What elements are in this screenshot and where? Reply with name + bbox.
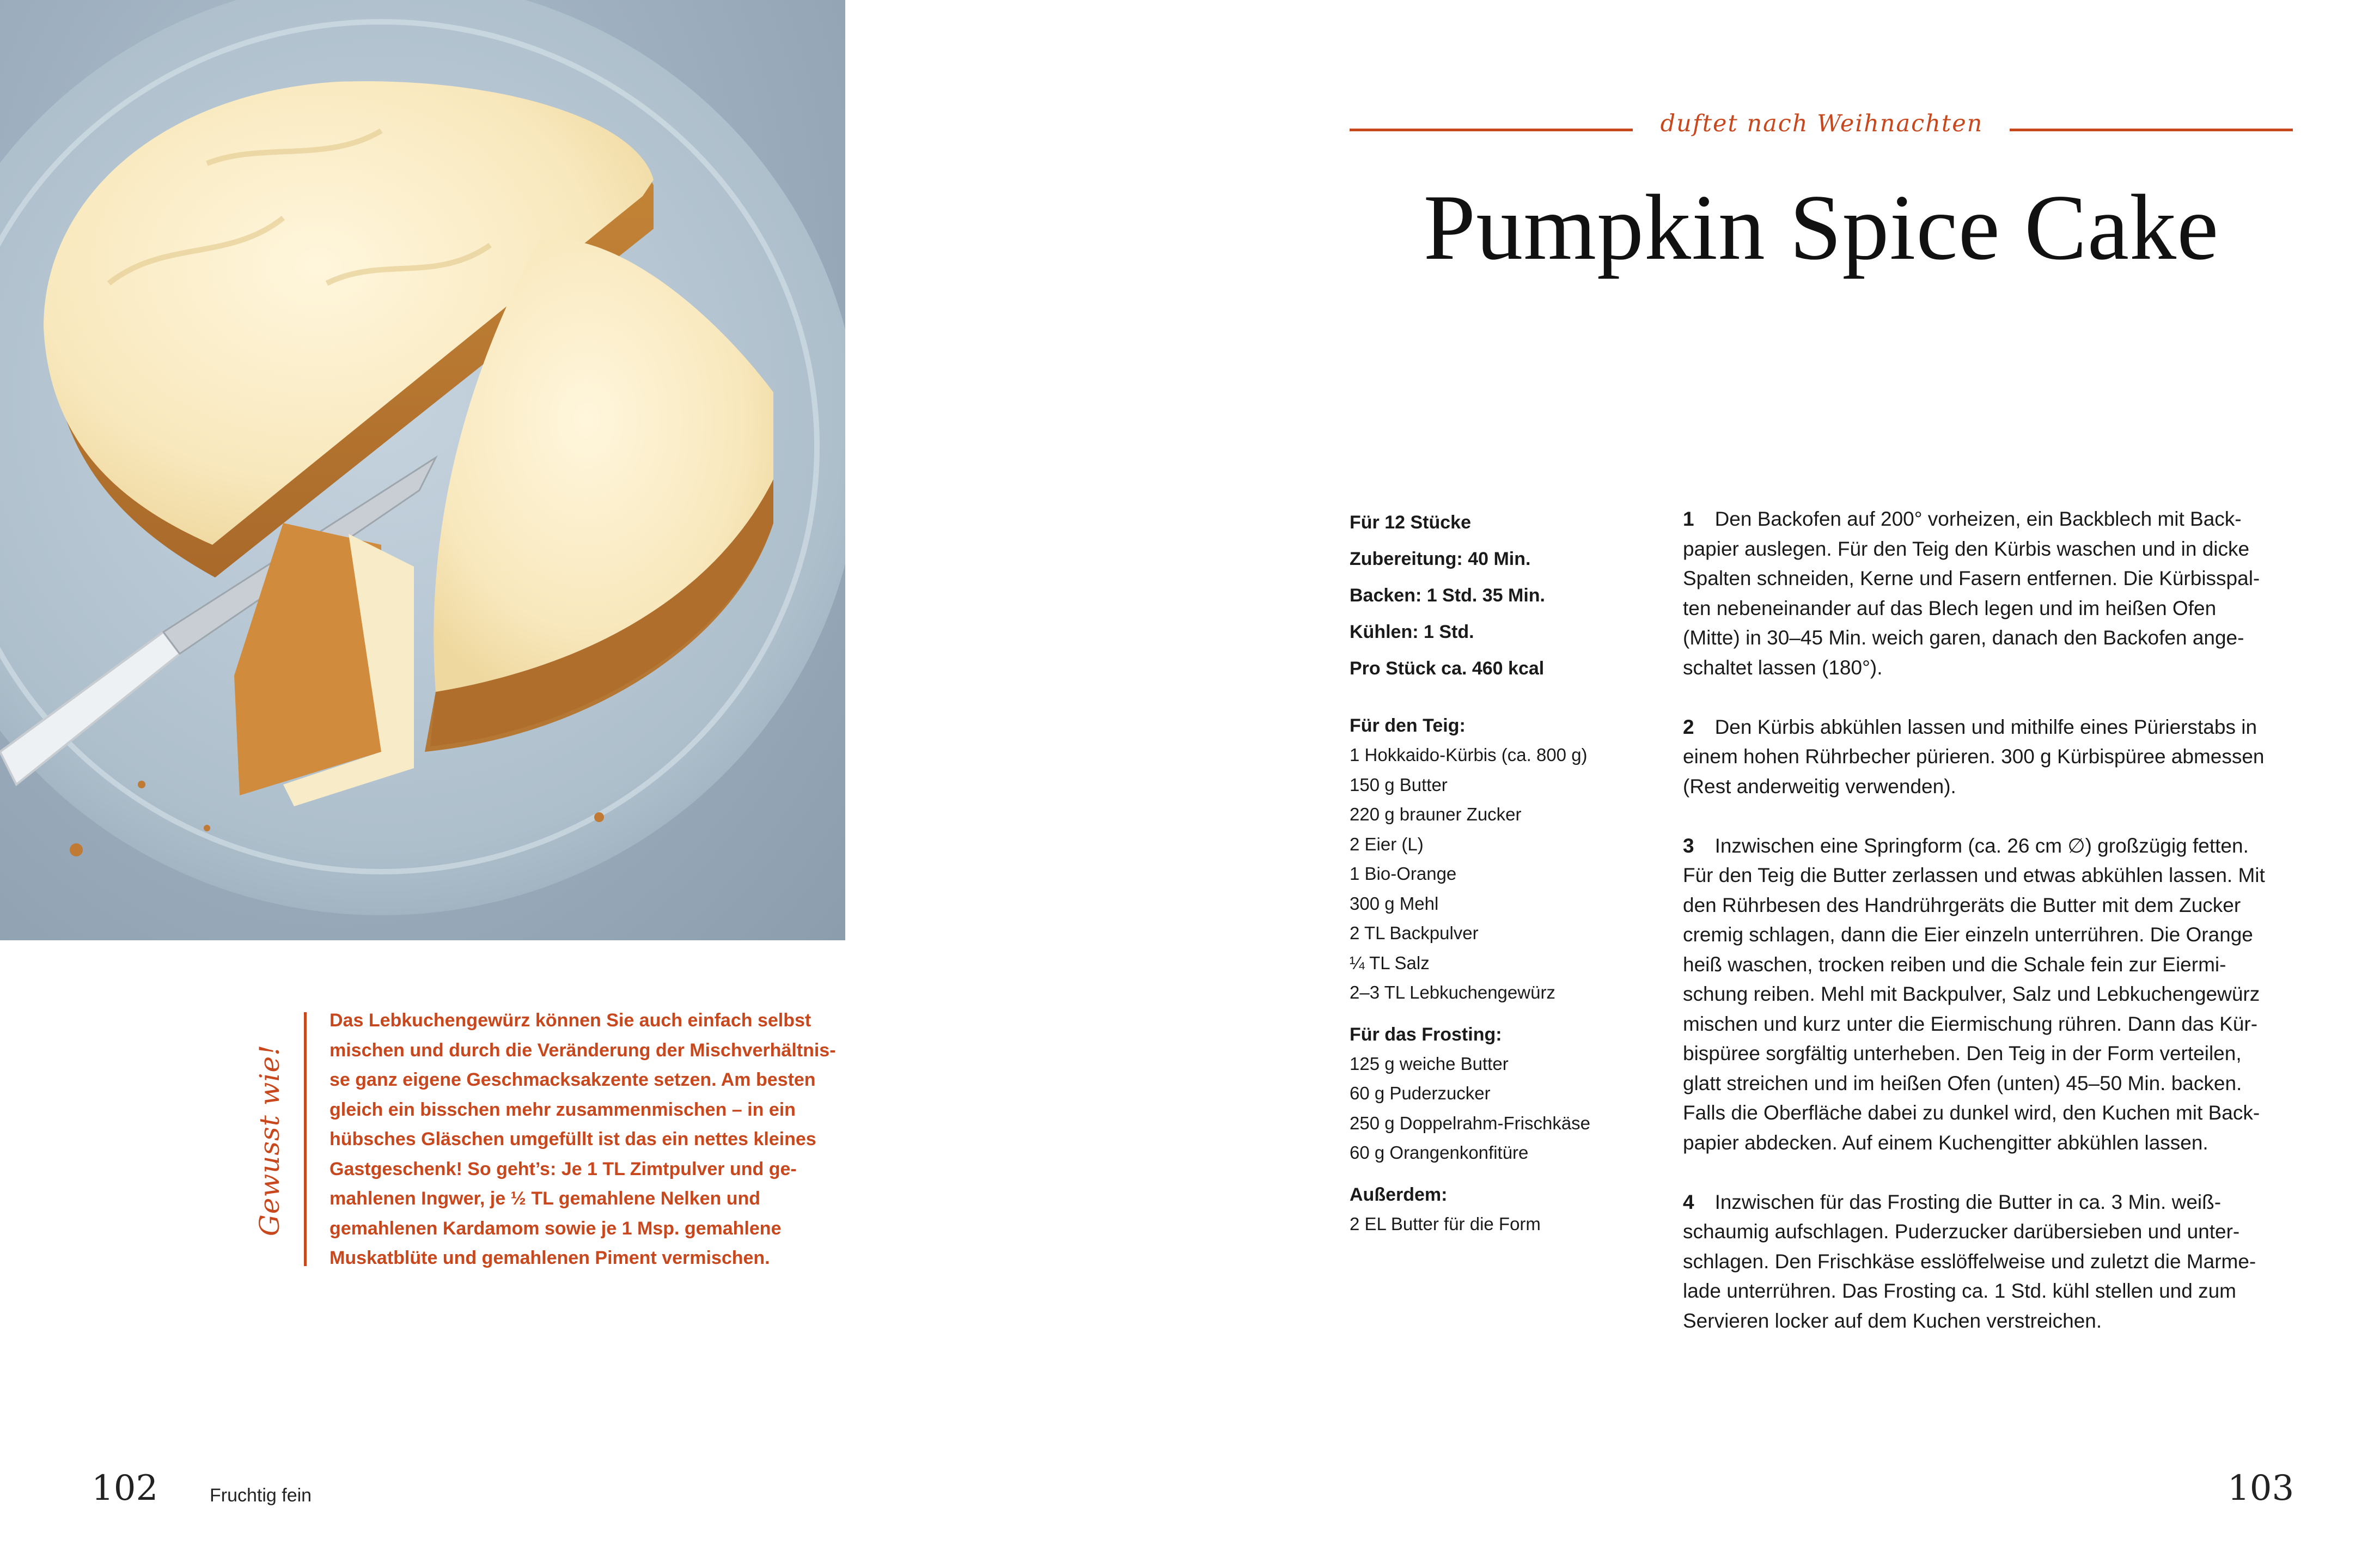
recipe-title: Pumpkin Spice Cake: [1423, 176, 2219, 279]
step-1: 1 Den Backofen auf 200° vorheizen, ein Backblech mit Back- papier auslegen. Für den Teig den Kürbis waschen und in dicke Spalten schneiden, Kerne und Fasern entfernen. Die Kürbisspal- ten nebeneinander auf das Blech legen und im heißen Ofen (Mitte) in 30–45 Min. weich garen, danach den Backofen ange- schaltet lassen (180°).: [1683, 508, 2260, 679]
ingredient-heading: Für das Frosting:: [1350, 1024, 1502, 1045]
ingredient-heading: Für den Teig:: [1350, 715, 1466, 736]
ingredient-heading: Außerdem:: [1350, 1184, 1448, 1205]
tip-label: Gewusst wie!: [254, 1044, 285, 1237]
tip-box: [245, 1012, 855, 1268]
ingredient-item: 2–3 TL Lebkuchengewürz: [1350, 982, 1555, 1002]
step-number: 2: [1683, 715, 1694, 738]
kicker-rule-left: [1350, 129, 1633, 131]
step-number: 3: [1683, 834, 1694, 857]
ingredient-item: 250 g Doppelrahm-Frischkäse: [1350, 1112, 1591, 1133]
ingredient-item: 150 g Butter: [1350, 774, 1448, 795]
section-name: Fruchtig fein: [210, 1485, 312, 1506]
fact-calories: Pro Stück ca. 460 kcal: [1350, 658, 1545, 679]
ingredient-item: 1 Bio-Orange: [1350, 863, 1457, 884]
step-3: 3 Inzwischen eine Springform (ca. 26 cm ∅) großzügig fetten. Für den Teig die Butter zerlassen und etwas abkühlen lassen. Mit den Rührbesen des Handrührgeräts die Butter mit dem Zucker cremig schlagen, dann die Eier einzeln unterrühren. Die Orange heiß waschen, trocken reiben und die Schale fein zur Eiermi- schung reiben. Mehl mit Backpulver, Salz und Lebkuchengewürz mischen und kurz unter die Eiermischung rühren. Dann das Kür- bispüree sorgfältig unterheben. Den Teig in der Form verteilen, glatt streichen und im heißen Ofen (unten) 45–50 Min. backen. Falls die Oberfläche dabei zu dunkel wird, den Kuchen mit Back- papier abdecken. Auf einem Kuchengitter abkühlen lassen.: [1683, 834, 2265, 1154]
page-number-left: 102: [91, 1468, 158, 1509]
ingredient-item: 300 g Mehl: [1350, 893, 1439, 914]
ingredient-item: 220 g brauner Zucker: [1350, 804, 1522, 824]
recipe-steps: [1683, 504, 2298, 1366]
fact-chill: Kühlen: 1 Std.: [1350, 622, 1474, 642]
fact-bake: Backen: 1 Std. 35 Min.: [1350, 585, 1545, 606]
fact-prep: Zubereitung: 40 Min.: [1350, 549, 1531, 569]
fact-servings: Für 12 Stücke: [1350, 512, 1471, 533]
ingredient-group-dough: [1350, 711, 1655, 1008]
recipe-info: [1350, 504, 1655, 1239]
recipe-facts: [1350, 504, 1655, 687]
ingredient-item: 2 TL Backpulver: [1350, 923, 1479, 943]
ingredient-item: ¼ TL Salz: [1350, 952, 1430, 973]
step-2: 2 Den Kürbis abkühlen lassen und mithilfe eines Pürierstabs in einem hohen Rührbecher pürieren. 300 g Kürbispüree abmessen (Rest anderweitig verwenden).: [1683, 715, 2265, 798]
ingredient-item: 60 g Orangenkonfitüre: [1350, 1142, 1529, 1163]
kicker-rule-right: [2010, 129, 2293, 131]
page-number-right: 103: [2228, 1468, 2294, 1509]
ingredient-item: 1 Hokkaido-Kürbis (ca. 800 g): [1350, 745, 1588, 765]
ingredient-item: 125 g weiche Butter: [1350, 1053, 1509, 1074]
step-4: 4 Inzwischen für das Frosting die Butter in ca. 3 Min. weiß- schaumig aufschlagen. Puderzucker darübersieben und unter- schlagen. Den Frischkäse esslöffelweise und zuletzt die Marme- lade unterrühren. Das Frosting ca. 1 Std. kühl stellen und zum Servieren locker auf dem Kuchen verstreichen.: [1683, 1190, 2256, 1332]
cake-illustration: [0, 0, 845, 940]
recipe-kicker: duftet nach Weihnachten: [1660, 110, 1984, 137]
ingredient-item: 60 g Puderzucker: [1350, 1083, 1491, 1103]
ingredient-item: 2 Eier (L): [1350, 834, 1424, 854]
cake-photo: [0, 0, 845, 940]
ingredient-item: 2 EL Butter für die Form: [1350, 1213, 1541, 1234]
step-number: 4: [1683, 1190, 1694, 1213]
ingredient-group-frosting: [1350, 1020, 1655, 1168]
tip-text: Das Lebkuchengewürz können Sie auch einfach selbst mischen und durch die Veränderung der Mischverhältnis- se ganz eigene Geschmacksakzente setzen. Am besten gleich ein bisschen mehr zusammenmischen – in ein hübsches Gläschen umgefüllt ist das ein nettes kleines Gastgeschenk! So geht’s: Je 1 TL Zimtpulver und ge- mahlenen Ingwer, je ½ TL gemahlene Nelken und gemahlenen Kardamom sowie je 1 Msp. gemahlene Muskatblüte und gemahlenen Piment vermischen.: [329, 1010, 836, 1268]
step-number: 1: [1683, 508, 1694, 530]
ingredient-group-extra: [1350, 1180, 1655, 1239]
tip-divider: [304, 1012, 307, 1266]
